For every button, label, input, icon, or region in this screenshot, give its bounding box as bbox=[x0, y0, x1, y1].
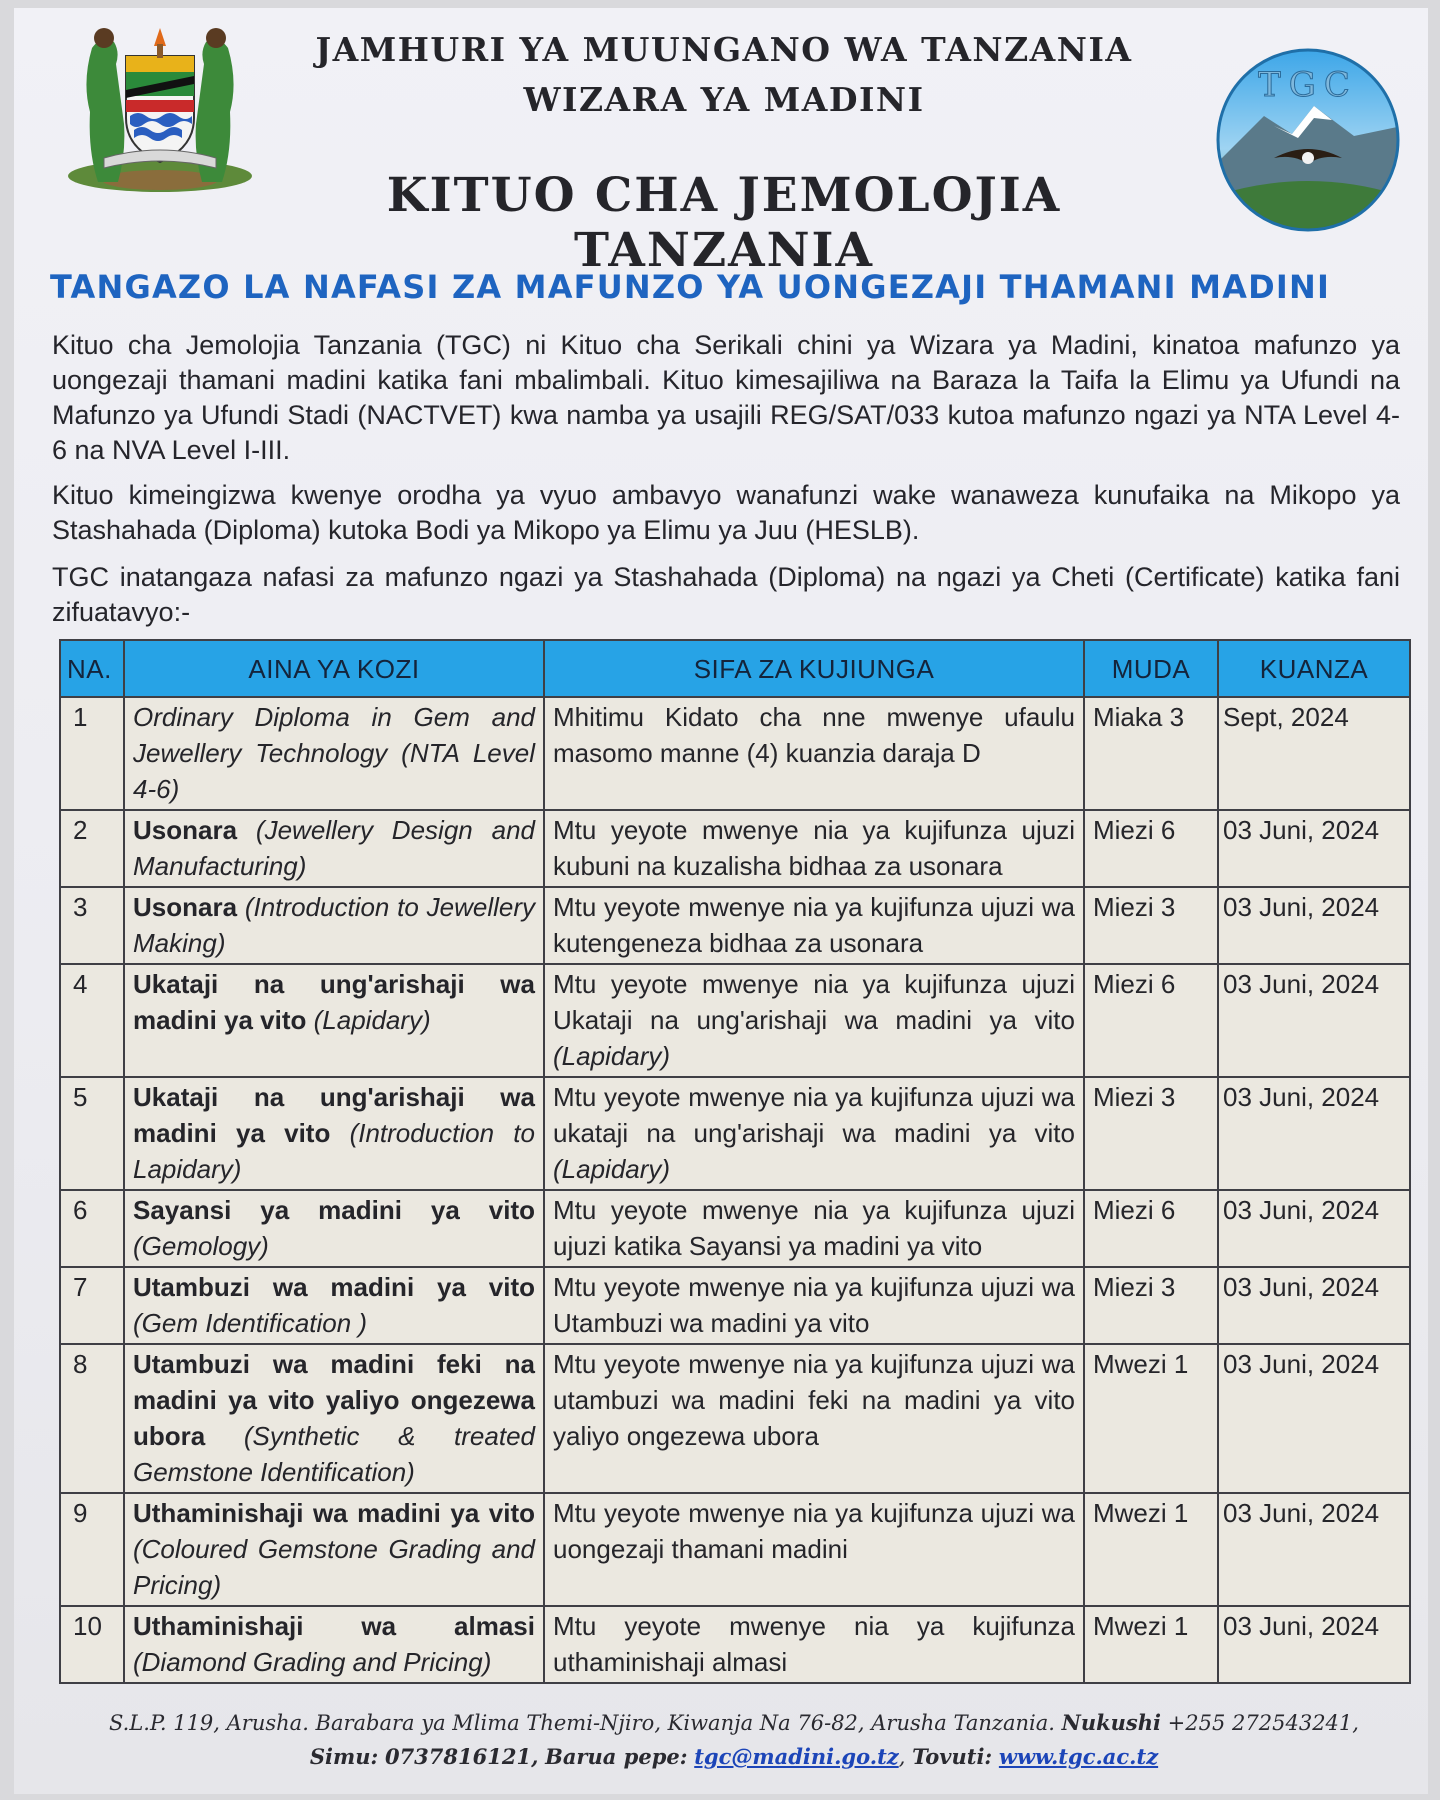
duration-text: Miaka 3 bbox=[1093, 702, 1185, 732]
course-name-bold: Uthaminishaji wa madini ya vito bbox=[133, 1498, 535, 1528]
row-number-text: 4 bbox=[73, 969, 88, 999]
row-number bbox=[60, 1267, 124, 1344]
start-date bbox=[1218, 964, 1410, 1077]
row-number-text: 1 bbox=[73, 702, 88, 732]
row-number bbox=[60, 1077, 124, 1190]
entry-requirements bbox=[544, 1344, 1084, 1493]
intro-paragraph: Kituo cha Jemolojia Tanzania (TGC) ni Kituo cha Serikali chini ya Wizara ya Madini, kinatoa mafunzo ya uongezaji thamani madini katika fani mbalimbali. Kituo kimesajiliwa na Baraza la Taifa la Elimu ya Ufundi na Mafunzo ya Ufundi Stadi (NACTVET) kwa namba ya usajili REG/SAT/033 kutoa mafunzo ngazi ya NTA Level 4-6 na NVA Level I-III. bbox=[52, 330, 1400, 465]
course-name-italic: (Introduction to Lapidary) bbox=[133, 1118, 535, 1184]
row-number bbox=[60, 964, 124, 1077]
coat-of-arms-emblem bbox=[64, 8, 256, 198]
table-row bbox=[60, 1267, 1410, 1344]
course-name-italic: (Jewellery Design and Manufacturing) bbox=[133, 815, 535, 881]
col-header-number: NA. bbox=[60, 640, 124, 697]
start-date-text: 03 Juni, 2024 bbox=[1223, 1082, 1380, 1112]
row-number bbox=[60, 697, 124, 810]
start-date-text: 03 Juni, 2024 bbox=[1223, 815, 1380, 845]
table-row bbox=[60, 1190, 1410, 1267]
col-header-duration: MUDA bbox=[1084, 640, 1218, 697]
table-row bbox=[60, 810, 1410, 887]
footer-fax-label: Nukushi bbox=[1061, 1710, 1161, 1735]
footer-phone-label: Simu: bbox=[309, 1744, 379, 1769]
start-date bbox=[1218, 1493, 1410, 1606]
duration-text: Mwezi 1 bbox=[1093, 1349, 1189, 1379]
requirements-text: Mtu yeyote mwenye nia ya kujifunza ujuzi kubuni na kuzalisha bidhaa za usonara bbox=[553, 815, 1075, 881]
row-number-text: 3 bbox=[73, 892, 88, 922]
course-name-bold: Usonara bbox=[133, 892, 238, 922]
row-number bbox=[60, 1190, 124, 1267]
loan-paragraph: Kituo kimeingizwa kwenye orodha ya vyuo ambavyo wanafunzi wake wanaweza kunufaika na Mikopo ya Stashahada (Diploma) kutoka Bodi ya Mikopo ya Elimu ya Juu (HESLB). bbox=[52, 480, 1400, 545]
requirements-text: Mtu yeyote mwenye nia ya kujifunza ujuzi wa kutengeneza bidhaa za usonara bbox=[553, 892, 1075, 958]
footer-email-link[interactable]: tgc@madini.go.tz bbox=[694, 1744, 899, 1769]
duration-text: Miezi 6 bbox=[1093, 969, 1176, 999]
table-row bbox=[60, 1606, 1410, 1683]
courses-table bbox=[59, 639, 1411, 1684]
course-name-italic: (Coloured Gemstone Grading and Pricing) bbox=[133, 1534, 535, 1600]
course-duration bbox=[1084, 1077, 1218, 1190]
announcement-title: TANGAZO LA NAFASI ZA MAFUNZO YA UONGEZAJI THAMANI MADINI bbox=[50, 268, 1331, 306]
duration-text: Miezi 3 bbox=[1093, 1272, 1176, 1302]
table-row bbox=[60, 887, 1410, 964]
col-header-start: KUANZA bbox=[1218, 640, 1410, 697]
course-name bbox=[124, 1267, 544, 1344]
row-number bbox=[60, 1606, 124, 1683]
footer-contact-line: Simu: 0737816121, Barua pepe: tgc@madini.go.tz, Tovuti: www.tgc.ac.tz bbox=[309, 1744, 1159, 1769]
duration-text: Miezi 6 bbox=[1093, 1195, 1176, 1225]
course-name bbox=[124, 1493, 544, 1606]
entry-requirements bbox=[544, 1606, 1084, 1683]
ministry-heading: WIZARA YA MADINI bbox=[523, 80, 925, 119]
row-number-text: 7 bbox=[73, 1272, 88, 1302]
row-number-text: 6 bbox=[73, 1195, 88, 1225]
course-name-italic: (Gemology) bbox=[133, 1231, 269, 1261]
footer-fax: +255 272543241, bbox=[1167, 1711, 1359, 1735]
start-date bbox=[1218, 887, 1410, 964]
duration-text: Miezi 6 bbox=[1093, 815, 1176, 845]
course-name bbox=[124, 1190, 544, 1267]
course-name-bold: Utambuzi wa madini feki na madini ya vito yaliyo ongezewa ubora bbox=[133, 1349, 535, 1451]
course-duration bbox=[1084, 887, 1218, 964]
requirements-text: Mtu yeyote mwenye nia ya kujifunza ujuzi wa utambuzi wa madini feki na madini ya vito yaliyo ongezewa ubora bbox=[553, 1349, 1075, 1451]
course-duration bbox=[1084, 1190, 1218, 1267]
institution-heading: KITUO CHA JEMOLOJIA TANZANIA bbox=[386, 168, 1062, 278]
entry-requirements bbox=[544, 1267, 1084, 1344]
entry-requirements bbox=[544, 810, 1084, 887]
duration-text: Mwezi 1 bbox=[1093, 1611, 1189, 1641]
course-duration bbox=[1084, 1493, 1218, 1606]
course-name bbox=[124, 1606, 544, 1683]
start-date-text: 03 Juni, 2024 bbox=[1223, 1611, 1380, 1641]
footer-email-label: Barua pepe: bbox=[545, 1744, 688, 1769]
requirements-text: Mtu yeyote mwenye nia ya kujifunza ujuzi wa uongezaji thamani madini bbox=[553, 1498, 1075, 1564]
duration-text: Miezi 3 bbox=[1093, 892, 1176, 922]
requirements-text: Mtu yeyote mwenye nia ya kujifunza ujuzi wa Utambuzi wa madini ya vito bbox=[553, 1272, 1075, 1338]
start-date-text: 03 Juni, 2024 bbox=[1223, 1349, 1380, 1379]
row-number-text: 5 bbox=[73, 1082, 88, 1112]
start-date bbox=[1218, 1267, 1410, 1344]
row-number-text: 10 bbox=[73, 1611, 102, 1641]
requirements-text: Mtu yeyote mwenye nia ya kujifunza ujuzi Ukataji na ung'arishaji wa madini ya vito bbox=[553, 969, 1075, 1035]
entry-requirements bbox=[544, 887, 1084, 964]
table-row bbox=[60, 1493, 1410, 1606]
course-name-bold: Ukataji na ung'arishaji wa madini ya vito bbox=[133, 1082, 535, 1148]
start-date-text: 03 Juni, 2024 bbox=[1223, 969, 1380, 999]
row-number bbox=[60, 887, 124, 964]
course-duration bbox=[1084, 964, 1218, 1077]
course-name bbox=[124, 810, 544, 887]
course-name-italic: (Gem Identification ) bbox=[133, 1308, 368, 1338]
course-name-italic: Ordinary Diploma in Gem and Jewellery Technology (NTA Level 4-6) bbox=[133, 702, 535, 804]
start-date-text: Sept, 2024 bbox=[1223, 702, 1349, 732]
course-name bbox=[124, 887, 544, 964]
course-duration bbox=[1084, 1267, 1218, 1344]
course-name-italic: (Introduction to Jewellery Making) bbox=[133, 892, 535, 958]
table-row bbox=[60, 1077, 1410, 1190]
courses-intro-paragraph: TGC inatangaza nafasi za mafunzo ngazi ya Stashahada (Diploma) na ngazi ya Cheti (Certificate) katika fani zifuatavyo:- bbox=[52, 562, 1400, 627]
table-row bbox=[60, 697, 1410, 810]
table-header-row bbox=[60, 640, 1410, 697]
course-name-bold: Ukataji na ung'arishaji wa madini ya vito bbox=[133, 969, 535, 1035]
start-date-text: 03 Juni, 2024 bbox=[1223, 1498, 1380, 1528]
col-header-requirements: SIFA ZA KUJIUNGA bbox=[544, 640, 1084, 697]
requirements-text: Mtu yeyote mwenye nia ya kujifunza uthaminishaji almasi bbox=[553, 1611, 1075, 1677]
course-duration bbox=[1084, 810, 1218, 887]
start-date bbox=[1218, 810, 1410, 887]
row-number bbox=[60, 1493, 124, 1606]
footer-web-label: Tovuti: bbox=[912, 1744, 993, 1769]
course-name-italic: (Lapidary) bbox=[313, 1005, 431, 1035]
tgc-logo bbox=[1214, 46, 1402, 234]
row-number-text: 2 bbox=[73, 815, 88, 845]
course-name bbox=[124, 964, 544, 1077]
footer-address-line bbox=[74, 1710, 1394, 1735]
republic-heading: JAMHURI YA MUUNGANO WA TANZANIA bbox=[315, 30, 1133, 69]
row-number-text: 8 bbox=[73, 1349, 88, 1379]
requirements-text: Mtu yeyote mwenye nia ya kujifunza ujuzi wa ukataji na ung'arishaji wa madini ya vito bbox=[553, 1082, 1075, 1148]
course-name-bold: Utambuzi wa madini ya vito bbox=[133, 1272, 535, 1302]
table-row bbox=[60, 1344, 1410, 1493]
course-name-bold: Uthaminishaji wa almasi bbox=[133, 1611, 535, 1641]
course-name-bold: Usonara bbox=[133, 815, 238, 845]
footer-web-link[interactable]: www.tgc.ac.tz bbox=[998, 1744, 1159, 1769]
requirements-italic: (Lapidary) bbox=[553, 1041, 671, 1071]
duration-text: Mwezi 1 bbox=[1093, 1498, 1189, 1528]
course-name bbox=[124, 1344, 544, 1493]
start-date bbox=[1218, 1606, 1410, 1683]
col-header-course: AINA YA KOZI bbox=[124, 640, 544, 697]
course-duration bbox=[1084, 1606, 1218, 1683]
entry-requirements bbox=[544, 964, 1084, 1077]
course-name bbox=[124, 1077, 544, 1190]
footer-address: S.L.P. 119, Arusha. Barabara ya Mlima Themi-Njiro, Kiwanja Na 76-82, Arusha Tanzania. bbox=[109, 1711, 1055, 1735]
start-date bbox=[1218, 1344, 1410, 1493]
course-name-italic: (Synthetic & treated Gemstone Identification) bbox=[133, 1421, 535, 1487]
row-number bbox=[60, 810, 124, 887]
entry-requirements bbox=[544, 697, 1084, 810]
course-duration bbox=[1084, 697, 1218, 810]
row-number bbox=[60, 1344, 124, 1493]
table-row bbox=[60, 964, 1410, 1077]
entry-requirements bbox=[544, 1190, 1084, 1267]
row-number-text: 9 bbox=[73, 1498, 88, 1528]
start-date-text: 03 Juni, 2024 bbox=[1223, 1195, 1380, 1225]
course-name bbox=[124, 697, 544, 810]
start-date bbox=[1218, 1190, 1410, 1267]
start-date bbox=[1218, 1077, 1410, 1190]
course-duration bbox=[1084, 1344, 1218, 1493]
entry-requirements bbox=[544, 1493, 1084, 1606]
start-date-text: 03 Juni, 2024 bbox=[1223, 1272, 1380, 1302]
duration-text: Miezi 3 bbox=[1093, 1082, 1176, 1112]
logo-text: TGC bbox=[1258, 65, 1358, 105]
course-name-italic: (Diamond Grading and Pricing) bbox=[133, 1647, 492, 1677]
start-date bbox=[1218, 697, 1410, 810]
requirements-italic: (Lapidary) bbox=[553, 1154, 671, 1184]
footer-phone: 0737816121, bbox=[384, 1744, 539, 1769]
course-name-bold: Sayansi ya madini ya vito bbox=[133, 1195, 535, 1225]
requirements-text: Mhitimu Kidato cha nne mwenye ufaulu masomo manne (4) kuanzia daraja D bbox=[553, 702, 1075, 768]
start-date-text: 03 Juni, 2024 bbox=[1223, 892, 1380, 922]
notice-page bbox=[14, 8, 1428, 1794]
entry-requirements bbox=[544, 1077, 1084, 1190]
requirements-text: Mtu yeyote mwenye nia ya kujifunza ujuzi ujuzi katika Sayansi ya madini ya vito bbox=[553, 1195, 1075, 1261]
